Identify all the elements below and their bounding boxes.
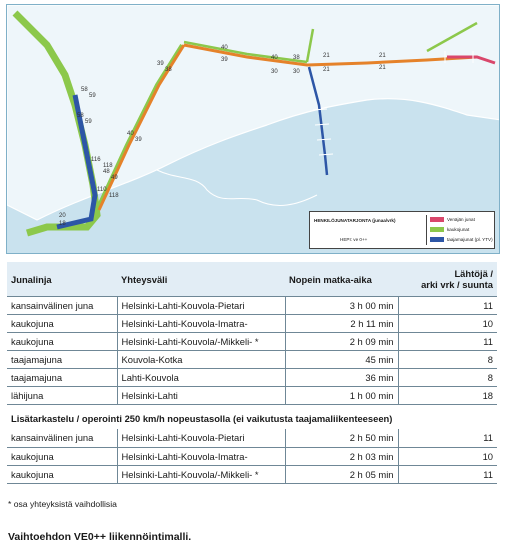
- line-label: 18: [59, 221, 66, 227]
- table-row: [7, 387, 497, 405]
- table-row: [7, 333, 497, 351]
- table-header-row: [7, 262, 497, 297]
- legend-item: [430, 237, 493, 242]
- section-title: Lisätarkastelu / operointi 250 km/h nopeustasolla (ei vaikutusta taajamaliikenteeseen): [11, 412, 393, 424]
- cell-lahtoja: 11: [398, 429, 497, 447]
- line-label: 110: [97, 187, 107, 193]
- schedule-table: [7, 262, 497, 484]
- line-label: 39: [135, 137, 142, 143]
- legend-divider: [426, 215, 427, 245]
- legend-swatch: [430, 217, 444, 222]
- table-row: [7, 369, 497, 387]
- header-yhteysvali: Yhteysväli: [117, 262, 285, 297]
- cell-yhteysvali: Kouvola-Kotka: [117, 351, 285, 369]
- legend-label: Venäjän junat: [447, 217, 475, 222]
- cell-matka-aika: 2 h 50 min: [285, 429, 398, 447]
- line-label: 40: [221, 45, 228, 51]
- cell-junalinja: taajamajuna: [7, 351, 117, 369]
- cell-yhteysvali: Helsinki-Lahti-Kouvola-Pietari: [117, 429, 285, 447]
- line-label: 40: [271, 55, 278, 61]
- cell-yhteysvali: Helsinki-Lahti-Kouvola-Imatra-: [117, 315, 285, 333]
- line-label: 58: [77, 113, 84, 119]
- line-label: 30: [271, 69, 278, 75]
- header-junalinja: Junalinja: [7, 262, 117, 297]
- cell-junalinja: taajamajuna: [7, 369, 117, 387]
- legend-subtitle: HEPI: ve 0++: [340, 237, 368, 242]
- cell-lahtoja: 8: [398, 351, 497, 369]
- line-label: 118: [103, 163, 113, 169]
- line-label: 21: [379, 53, 386, 59]
- table-body-main: [7, 297, 497, 405]
- line-label: 39: [221, 57, 228, 63]
- cell-matka-aika: 45 min: [285, 351, 398, 369]
- rail-network-map: [6, 4, 500, 254]
- cell-junalinja: kaukojuna: [7, 465, 117, 483]
- table-row: [7, 447, 497, 465]
- cell-matka-aika: 3 h 00 min: [285, 297, 398, 315]
- line-label: 118: [109, 193, 119, 199]
- cell-matka-aika: 2 h 03 min: [285, 447, 398, 465]
- line-label: 21: [323, 53, 330, 59]
- coast-detail: [157, 170, 317, 205]
- legend-item: [430, 217, 475, 222]
- table-row: [7, 315, 497, 333]
- line-label: 59: [85, 119, 92, 125]
- figure-caption: Vaihtoehdon VE0++ liikennöintimalli.: [8, 531, 192, 543]
- cell-matka-aika: 2 h 09 min: [285, 333, 398, 351]
- legend-label: taajamajunat (pl. YTV): [447, 237, 493, 242]
- cell-junalinja: kansainvälinen juna: [7, 297, 117, 315]
- line-label: 21: [323, 67, 330, 73]
- cell-junalinja: lähijuna: [7, 387, 117, 405]
- table-row: [7, 429, 497, 447]
- table-section-row: [7, 405, 497, 430]
- cell-yhteysvali: Helsinki-Lahti-Kouvola/-Mikkeli- *: [117, 465, 285, 483]
- cell-lahtoja: 11: [398, 333, 497, 351]
- table-row: [7, 351, 497, 369]
- cell-lahtoja: 10: [398, 315, 497, 333]
- cell-lahtoja: 11: [398, 465, 497, 483]
- legend-swatch: [430, 237, 444, 242]
- line-label: 20: [59, 213, 66, 219]
- legend-swatch: [430, 227, 444, 232]
- cell-junalinja: kansainvälinen juna: [7, 429, 117, 447]
- cell-yhteysvali: Helsinki-Lahti: [117, 387, 285, 405]
- line-label: 40: [127, 131, 134, 137]
- cell-lahtoja: 8: [398, 369, 497, 387]
- cell-yhteysvali: Lahti-Kouvola: [117, 369, 285, 387]
- legend-item: [430, 227, 469, 232]
- cell-junalinja: kaukojuna: [7, 315, 117, 333]
- table-row: [7, 465, 497, 483]
- legend-title: HENKILÖJUNATARJONTA (junaa/vrk): [314, 218, 396, 223]
- line-label: 59: [89, 93, 96, 99]
- cell-junalinja: kaukojuna: [7, 447, 117, 465]
- cell-lahtoja: 10: [398, 447, 497, 465]
- cell-matka-aika: 36 min: [285, 369, 398, 387]
- line-label: 38: [165, 67, 172, 73]
- map-legend: [309, 211, 495, 249]
- cell-junalinja: kaukojuna: [7, 333, 117, 351]
- header-lahtoja: Lähtöjä / arki vrk / suunta: [398, 262, 497, 297]
- footnote: * osa yhteyksistä vaihdollisia: [8, 499, 117, 509]
- table-row: [7, 297, 497, 315]
- cell-yhteysvali: Helsinki-Lahti-Kouvola-Imatra-: [117, 447, 285, 465]
- cell-matka-aika: 1 h 00 min: [285, 387, 398, 405]
- line-label: 39: [157, 61, 164, 67]
- cell-yhteysvali: Helsinki-Lahti-Kouvola/-Mikkeli- *: [117, 333, 285, 351]
- line-label: 58: [81, 87, 88, 93]
- cell-matka-aika: 2 h 05 min: [285, 465, 398, 483]
- legend-label: kaukojunat: [447, 227, 470, 232]
- header-matka-aika: Nopein matka-aika: [285, 262, 398, 297]
- line-label: 30: [293, 69, 300, 75]
- line-label: 116: [91, 157, 101, 163]
- line-label: 38: [293, 55, 300, 61]
- table-body-extra: [7, 429, 497, 483]
- cell-lahtoja: 18: [398, 387, 497, 405]
- cell-matka-aika: 2 h 11 min: [285, 315, 398, 333]
- line-label: 49: [111, 175, 118, 181]
- cell-lahtoja: 11: [398, 297, 497, 315]
- line-label: 48: [103, 169, 110, 175]
- cell-yhteysvali: Helsinki-Lahti-Kouvola-Pietari: [117, 297, 285, 315]
- line-label: 21: [379, 65, 386, 71]
